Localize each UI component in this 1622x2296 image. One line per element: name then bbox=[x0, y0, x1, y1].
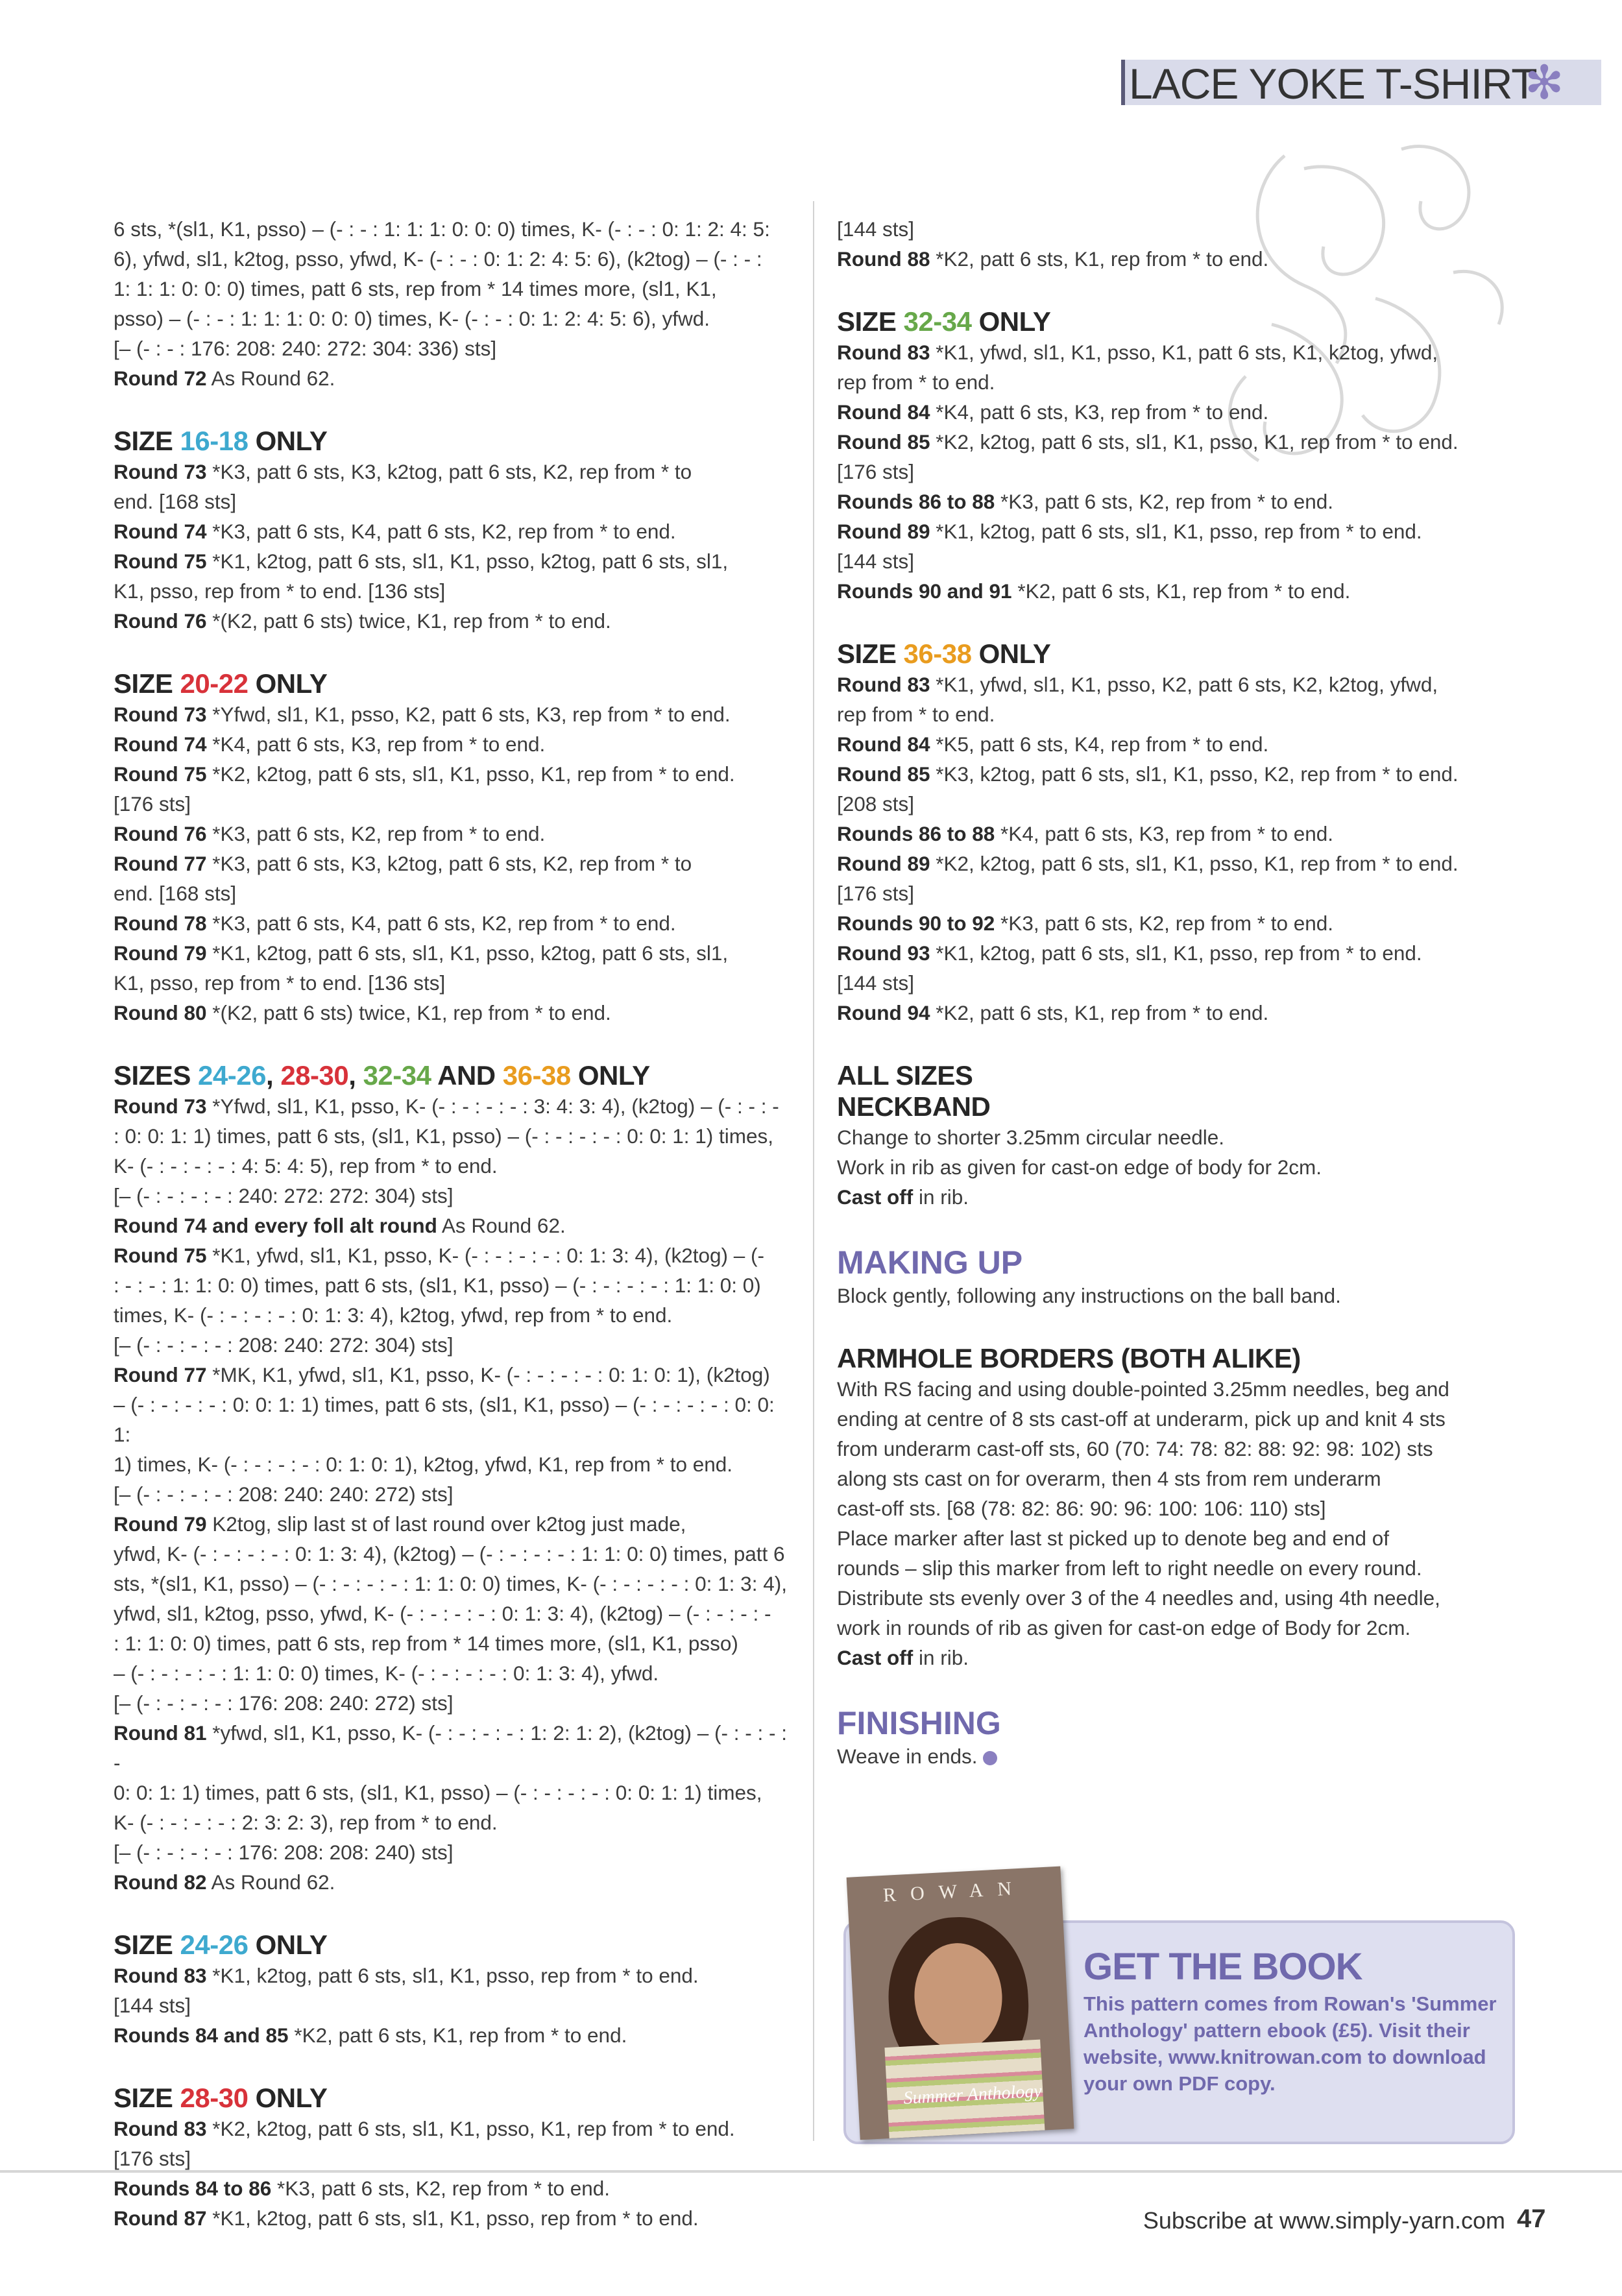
text-line: [144 sts] bbox=[837, 217, 915, 241]
round-row: Round 94 *K2, patt 6 sts, K1, rep from * to end. bbox=[837, 1001, 1269, 1024]
round-row: Round 74 *K4, patt 6 sts, K3, rep from * to end. bbox=[114, 732, 546, 756]
text-line: 6), yfwd, sl1, k2tog, psso, yfwd, K- (- : - : 0: 1: 2: 4: 5: 6), (k2tog) – (- : - : bbox=[114, 247, 762, 271]
round-row-cont: rep from * to end. bbox=[837, 370, 995, 394]
text-line: from underarm cast-off sts, 60 (70: 74: 78: 82: 88: 92: 98: 102) sts bbox=[837, 1437, 1433, 1460]
round-row-cont: : - : - : 1: 1: 0: 0) times, patt 6 sts, (sl1, K1, psso) – (- : - : - : - : 1: 1: 0: 0) bbox=[114, 1274, 761, 1297]
round-row-cont: [– (- : - : - : - : 240: 272: 272: 304) sts] bbox=[114, 1184, 454, 1207]
round-row-cont: [208 sts] bbox=[837, 792, 915, 816]
text-line: [– (- : - : 176: 208: 240: 272: 304: 336) sts] bbox=[114, 337, 497, 360]
round-row-cont: times, K- (- : - : - : - : 0: 1: 3: 4), k2tog, yfwd, rep from * to end. bbox=[114, 1303, 673, 1327]
round-row: Round 73 *K3, patt 6 sts, K3, k2tog, patt 6 sts, K2, rep from * to bbox=[114, 460, 692, 483]
text-line: Distribute sts evenly over 3 of the 4 needles and, using 4th needle, bbox=[837, 1586, 1440, 1610]
round-row: Round 79 K2tog, slip last st of last round over k2tog just made, bbox=[114, 1512, 686, 1536]
right-column bbox=[837, 214, 1515, 1771]
end-mark-icon bbox=[983, 1751, 997, 1765]
text-line: rounds – slip this marker from left to right needle on every round. bbox=[837, 1556, 1422, 1580]
footer-rule bbox=[0, 2170, 1622, 2173]
rounds bbox=[837, 337, 1515, 606]
get-the-book-heading: GET THE BOOK bbox=[1083, 1946, 1362, 1988]
section-finishing bbox=[837, 1705, 1515, 1771]
round-row-cont: K1, psso, rep from * to end. [136 sts] bbox=[114, 579, 446, 603]
rounds bbox=[114, 1091, 792, 1897]
round-row: Round 83 *K1, yfwd, sl1, K1, psso, K2, patt 6 sts, K2, k2tog, yfwd, bbox=[837, 673, 1438, 696]
text-line: Weave in ends. bbox=[837, 1741, 1515, 1771]
round-row: Round 79 *K1, k2tog, patt 6 sts, sl1, K1, psso, k2tog, patt 6 sts, sl1, bbox=[114, 941, 729, 965]
footer-subscribe-link[interactable]: Subscribe at www.simply-yarn.com bbox=[1143, 2207, 1505, 2234]
round-row: Round 75 *K1, yfwd, sl1, K1, psso, K- (- : - : - : - : 0: 1: 3: 4), (k2tog) – (- bbox=[114, 1244, 765, 1267]
get-the-book-text: This pattern comes from Rowan's 'Summer Anthology' pattern ebook (£5). Visit their website, www.knitrowan.com to download your own PDF copy. bbox=[1083, 1992, 1497, 2095]
round-row-cont: – (- : - : - : - : 1: 1: 0: 0) times, K- (- : - : - : - : 0: 1: 3: 4), yfwd. bbox=[114, 1662, 659, 1685]
column-divider bbox=[813, 201, 814, 2141]
page-title: LACE YOKE T-SHIRT bbox=[1129, 60, 1537, 108]
round-row: Round 84 *K4, patt 6 sts, K3, rep from * to end. bbox=[837, 400, 1269, 424]
section-heading: SIZE 20-22 ONLY bbox=[114, 668, 328, 699]
round-row-cont: 0: 0: 1: 1) times, patt 6 sts, (sl1, K1, psso) – (- : - : - : - : 0: 0: 1: 1) times, bbox=[114, 1781, 762, 1804]
round-row: Rounds 86 to 88 *K3, patt 6 sts, K2, rep from * to end. bbox=[837, 490, 1334, 513]
section-heading: SIZES 24-26, 28-30, 32-34 AND 36-38 ONLY bbox=[114, 1060, 650, 1091]
round-row: Rounds 84 and 85 *K2, patt 6 sts, K1, rep from * to end. bbox=[114, 2024, 627, 2047]
cover-brand: ROWAN bbox=[882, 1877, 1026, 1906]
text-line: 1: 1: 1: 0: 0: 0) times, patt 6 sts, rep from * 14 times more, (sl1, K1, bbox=[114, 277, 717, 300]
round-text: As Round 62. bbox=[206, 367, 335, 390]
section-size-16-18 bbox=[114, 426, 792, 636]
round-row-cont: yfwd, sl1, k2tog, psso, yfwd, K- (- : - : - : - : 0: 1: 3: 4), (k2tog) – (- : - : - : - bbox=[114, 1602, 771, 1625]
round-row-cont: end. [168 sts] bbox=[114, 490, 237, 513]
section-armhole-borders bbox=[837, 1343, 1515, 1673]
round-71-continuation bbox=[114, 214, 792, 393]
round-row: Round 93 *K1, k2tog, patt 6 sts, sl1, K1, psso, rep from * to end. bbox=[837, 941, 1422, 965]
rounds bbox=[114, 1961, 792, 2050]
text-line: Place marker after last st picked up to denote beg and end of bbox=[837, 1527, 1390, 1550]
round-row: Round 75 *K2, k2tog, patt 6 sts, sl1, K1, psso, K1, rep from * to end. bbox=[114, 762, 735, 786]
text-line: cast-off sts. [68 (78: 82: 86: 90: 96: 100: 106: 110) sts] bbox=[837, 1497, 1326, 1520]
round-row-cont: K1, psso, rep from * to end. [136 sts] bbox=[114, 971, 446, 995]
round-row-cont: [– (- : - : - : - : 208: 240: 272: 304) sts] bbox=[114, 1333, 454, 1357]
round-row: Round 83 *K1, k2tog, patt 6 sts, sl1, K1, psso, rep from * to end. bbox=[114, 1964, 699, 1987]
section-heading: FINISHING bbox=[837, 1705, 1001, 1741]
star-icon: ✻ bbox=[1525, 57, 1564, 109]
round-row: Round 77 *MK, K1, yfwd, sl1, K1, psso, K- (- : - : - : - : 0: 1: 0: 1), (k2tog) bbox=[114, 1363, 770, 1386]
text-line: along sts cast on for overarm, then 4 sts from rem underarm bbox=[837, 1467, 1381, 1490]
round-87-continuation bbox=[837, 214, 1515, 274]
section-heading: SIZE 28-30 ONLY bbox=[114, 2083, 328, 2113]
round-row-cont: yfwd, K- (- : - : - : - : 0: 1: 3: 4), (k2tog) – (- : - : - : - : 1: 1: 0: 0) times, patt 6 bbox=[114, 1542, 785, 1565]
round-row: Round 85 *K3, k2tog, patt 6 sts, sl1, K1, psso, K2, rep from * to end. bbox=[837, 762, 1459, 786]
round-row-cont: [144 sts] bbox=[837, 550, 915, 573]
round-row-cont: [176 sts] bbox=[837, 460, 915, 483]
section-heading: MAKING UP bbox=[837, 1244, 1023, 1281]
round-row: Rounds 90 to 92 *K3, patt 6 sts, K2, rep from * to end. bbox=[837, 912, 1334, 935]
text-line: psso) – (- : - : 1: 1: 1: 0: 0: 0) times, K- (- : - : 0: 1: 2: 4: 5: 6), yfwd. bbox=[114, 307, 710, 330]
text-line: With RS facing and using double-pointed 3.25mm needles, beg and bbox=[837, 1377, 1449, 1401]
text-line: 6 sts, *(sl1, K1, psso) – (- : - : 1: 1: 1: 0: 0: 0) times, K- (- : - : 0: 1: 2: 4: 5: bbox=[114, 217, 770, 241]
page-number: 47 bbox=[1517, 2205, 1546, 2233]
round-row-cont: [144 sts] bbox=[114, 1994, 191, 2017]
section-heading: SIZE 36-38 ONLY bbox=[837, 638, 1051, 669]
round-row: Rounds 86 to 88 *K4, patt 6 sts, K3, rep from * to end. bbox=[837, 822, 1334, 845]
round-row: Round 83 *K1, yfwd, sl1, K1, psso, K1, patt 6 sts, K1, k2tog, yfwd, bbox=[837, 341, 1438, 364]
book-cover-image bbox=[847, 1867, 1074, 2140]
round-row-cont: – (- : - : - : - : 0: 0: 1: 1) times, patt 6 sts, (sl1, K1, psso) – (- : - : - : - : 0: 0: 1: bbox=[114, 1393, 775, 1446]
rounds bbox=[114, 457, 792, 636]
section-heading: ARMHOLE BORDERS (BOTH ALIKE) bbox=[837, 1343, 1301, 1373]
text-line: Change to shorter 3.25mm circular needle. bbox=[837, 1126, 1225, 1149]
section-size-20-22 bbox=[114, 668, 792, 1028]
round-row-cont: : 1: 1: 0: 0) times, patt 6 sts, rep from * 14 times more, (sl1, K1, psso) bbox=[114, 1632, 738, 1655]
section-size-24-26 bbox=[114, 1929, 792, 2050]
round-row: Round 82 As Round 62. bbox=[114, 1870, 335, 1894]
section-subheading: NECKBAND bbox=[837, 1091, 991, 1122]
round-row: Round 76 *(K2, patt 6 sts) twice, K1, rep from * to end. bbox=[114, 609, 611, 633]
round-row: Round 76 *K3, patt 6 sts, K2, rep from * to end. bbox=[114, 822, 546, 845]
text-line: work in rounds of rib as given for cast-on edge of Body for 2cm. bbox=[837, 1616, 1411, 1639]
section-sizes-24-38 bbox=[114, 1060, 792, 1897]
round-72 bbox=[114, 363, 792, 393]
round-row-cont: [176 sts] bbox=[114, 792, 191, 816]
section-making-up bbox=[837, 1244, 1515, 1311]
round-row-cont: sts, *(sl1, K1, psso) – (- : - : - : - : 1: 1: 0: 0) times, K- (- : - : - : - : 0: 1: 3: 4), bbox=[114, 1572, 787, 1595]
round-row: Round 75 *K1, k2tog, patt 6 sts, sl1, K1, psso, k2tog, patt 6 sts, sl1, bbox=[114, 550, 729, 573]
text-line: Cast off in rib. bbox=[837, 1185, 969, 1209]
round-row: Round 88 *K2, patt 6 sts, K1, rep from * to end. bbox=[837, 247, 1269, 271]
round-row: Rounds 84 to 86 *K3, patt 6 sts, K2, rep from * to end. bbox=[114, 2177, 611, 2200]
text-line: Cast off in rib. bbox=[837, 1646, 969, 1669]
round-row-cont: [– (- : - : - : - : 176: 208: 240: 272) sts] bbox=[114, 1691, 454, 1715]
round-row-cont: [144 sts] bbox=[837, 971, 915, 995]
round-row: Round 85 *K2, k2tog, patt 6 sts, sl1, K1, psso, K1, rep from * to end. bbox=[837, 430, 1459, 453]
round-row: Round 89 *K1, k2tog, patt 6 sts, sl1, K1, psso, rep from * to end. bbox=[837, 520, 1422, 543]
round-row: Round 83 *K2, k2tog, patt 6 sts, sl1, K1, psso, K1, rep from * to end. bbox=[114, 2117, 735, 2140]
section-heading: SIZE 16-18 ONLY bbox=[114, 426, 328, 456]
rounds bbox=[837, 670, 1515, 1028]
round-row-cont: 1) times, K- (- : - : - : - : 0: 1: 0: 1), k2tog, yfwd, K1, rep from * to end. bbox=[114, 1453, 733, 1476]
round-row: Rounds 90 and 91 *K2, patt 6 sts, K1, rep from * to end. bbox=[837, 579, 1351, 603]
cover-title: Summer Anthology bbox=[902, 2081, 1043, 2109]
round-row-cont: K- (- : - : - : - : 4: 5: 4: 5), rep from * to end. bbox=[114, 1154, 498, 1178]
round-row: Round 87 *K1, k2tog, patt 6 sts, sl1, K1, psso, rep from * to end. bbox=[114, 2206, 699, 2230]
text-line: Block gently, following any instructions on the ball band. bbox=[837, 1284, 1341, 1307]
section-heading: ALL SIZES bbox=[837, 1060, 973, 1091]
section-heading: SIZE 32-34 ONLY bbox=[837, 306, 1051, 337]
text-line: ending at centre of 8 sts cast-off at underarm, pick up and knit 4 sts bbox=[837, 1407, 1446, 1431]
section-size-32-34 bbox=[837, 306, 1515, 606]
round-row: Round 74 and every foll alt round As Round 62. bbox=[114, 1214, 566, 1237]
section-neckband bbox=[837, 1060, 1515, 1212]
round-row: Round 77 *K3, patt 6 sts, K3, k2tog, patt 6 sts, K2, rep from * to bbox=[114, 852, 692, 875]
round-row-cont: [176 sts] bbox=[837, 882, 915, 905]
round-row-cont: K- (- : - : - : - : 2: 3: 2: 3), rep from * to end. bbox=[114, 1811, 498, 1834]
round-row-cont: end. [168 sts] bbox=[114, 882, 237, 905]
section-heading: SIZE 24-26 ONLY bbox=[114, 1929, 328, 1960]
text-line: Work in rib as given for cast-on edge of body for 2cm. bbox=[837, 1155, 1322, 1179]
left-column bbox=[114, 214, 792, 2233]
rounds bbox=[114, 2114, 792, 2233]
round-row: Round 74 *K3, patt 6 sts, K4, patt 6 sts, K2, rep from * to end. bbox=[114, 520, 676, 543]
round-row-cont: [– (- : - : - : - : 208: 240: 240: 272) sts] bbox=[114, 1482, 454, 1506]
round-row-cont: : 0: 0: 1: 1) times, patt 6 sts, (sl1, K1, psso) – (- : - : - : - : 0: 0: 1: 1) times, bbox=[114, 1124, 774, 1148]
rounds bbox=[114, 699, 792, 1028]
round-row: Round 78 *K3, patt 6 sts, K4, patt 6 sts, K2, rep from * to end. bbox=[114, 912, 676, 935]
section-size-28-30 bbox=[114, 2083, 792, 2233]
round-row: Round 73 *Yfwd, sl1, K1, psso, K- (- : - : - : - : 3: 4: 3: 4), (k2tog) – (- : - : - bbox=[114, 1094, 779, 1118]
round-label: Round 72 bbox=[114, 367, 207, 390]
round-row: Round 84 *K5, patt 6 sts, K4, rep from * to end. bbox=[837, 732, 1269, 756]
round-row-cont: rep from * to end. bbox=[837, 703, 995, 726]
round-row: Round 81 *yfwd, sl1, K1, psso, K- (- : - : - : - : 1: 2: 1: 2), (k2tog) – (- : - : - : - bbox=[114, 1721, 787, 1774]
round-row: Round 80 *(K2, patt 6 sts) twice, K1, rep from * to end. bbox=[114, 1001, 611, 1024]
section-size-36-38 bbox=[837, 638, 1515, 1028]
round-row-cont: [– (- : - : - : - : 176: 208: 208: 240) sts] bbox=[114, 1841, 454, 1864]
round-row: Round 89 *K2, k2tog, patt 6 sts, sl1, K1, psso, K1, rep from * to end. bbox=[837, 852, 1459, 875]
round-row-cont: [176 sts] bbox=[114, 2147, 191, 2170]
round-row: Round 73 *Yfwd, sl1, K1, psso, K2, patt 6 sts, K3, rep from * to end. bbox=[114, 703, 731, 726]
